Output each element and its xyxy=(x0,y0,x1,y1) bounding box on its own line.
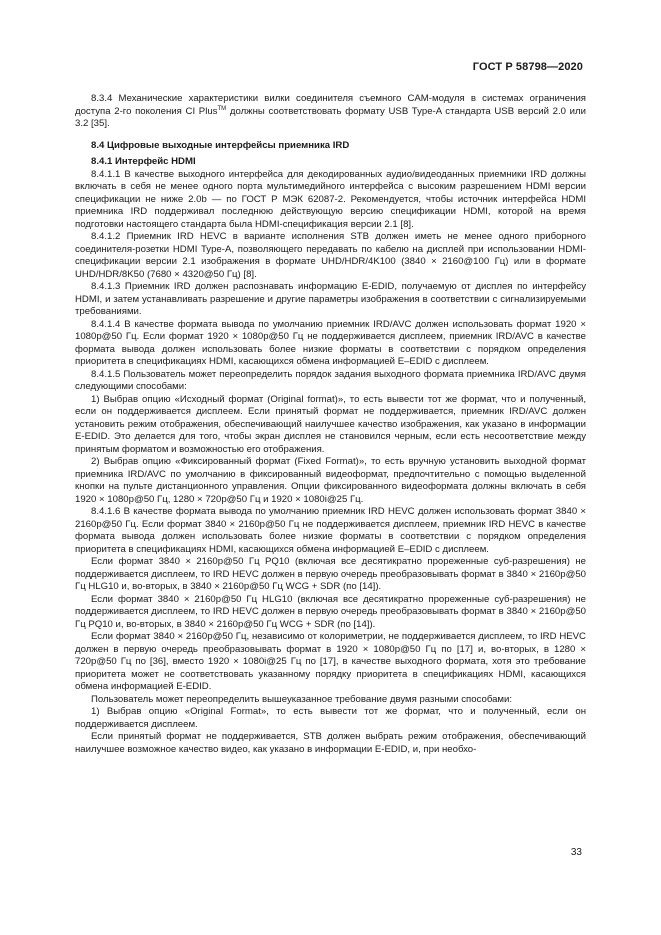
paragraph: 8.4.1.3 Приемник IRD должен распознавать информацию E-EDID, получаемую от дисплея по интерфейсу HDMI, и затем устанавливать разрешение и другие параметры изображения в соответствии с сигнализируемыми требованиями. xyxy=(75,281,586,317)
paragraph: 1) Выбрав опцию «Исходный формат (Original format)», то есть вывести тот же формат, что и полученный, если он поддерживается дисплеем. Если принятый формат не поддерживается, приемник IRD/AVC должен установить режим отображения, обеспечивающий наилучшее качество изображения, как указано в информации E-EDID. Это делается для того, чтобы экран дисплея не становился черным, если есть несоответствие между принятым форматом и возможностью его отображения. xyxy=(75,393,586,455)
standard-number: ГОСТ Р 58798—2020 xyxy=(472,61,583,73)
paragraph: Пользователь может переопределить вышеуказанное требование двумя разными способами: xyxy=(91,693,513,705)
paragraph: Если формат 3840 × 2160p@50 Гц, независимо от колориметрии, не поддерживается дисплеем, то IRD HEVC должен в первую очередь преобразовывать формат в 1920 × 1080p@50 Гц по [17] и, во-вторых, в 1280 × 720p@50 Гц по [36], вместо 1920 × 1080i@25 Гц по [17], в качестве выходного формата, хотя это требование приоритета может не соответствовать указанному порядку приоритета в спецификациях HDMI, касающихся обмена информацией E-EDID. xyxy=(75,631,586,692)
paragraph-8-3-4: 8.3.4 Механические характеристики вилки соединителя съемного CAM-модуля в системах ограничения доступа 2-го поколения CI Plus™ должны соответствовать формату USB Type-A стандарта USB версий 2.0 или 3.2 [35]. xyxy=(75,93,586,129)
paragraph: 8.4.1.6 В качестве формата вывода по умолчанию приемник IRD HEVC должен использовать формат 3840 × 2160p@50 Гц. Если формат 3840 × 2160p@50 Гц не поддерживается дисплеем, приемник IRD HEVC в качестве формата вывода должен использовать более низкие форматы в соответствии с порядком определения приоритета в спецификациях HDMI, касающихся обмена информацией E–EDID с дисплеем. xyxy=(75,506,586,555)
paragraph: Если принятый формат не поддерживается, STB должен выбрать режим отображения, обеспечивающий наилучшее возможное качество видео, как указано в информации E-EDID, и, при необхо- xyxy=(75,731,586,755)
page-number: 33 xyxy=(570,847,582,858)
section-heading-8-4: 8.4 Цифровые выходные интерфейсы приемника IRD xyxy=(91,139,350,151)
paragraph: Если формат 3840 × 2160p@50 Гц PQ10 (включая все десятикратно прореженные суб-разрешения) не поддерживается дисплеем, то IRD HEVC должен в первую очередь преобразовывать формат в 3840 × 2160p@50 Гц HLG10 и, во-вторых, в 3840 × 2160p@50 Гц WCG + SDR (по [14]). xyxy=(75,556,586,592)
paragraph: 8.4.1.5 Пользователь может переопределить порядок задания выходного формата приемника IRD/AVC двумя следующими способами: xyxy=(75,368,586,392)
document-body xyxy=(75,93,586,756)
paragraph: 8.4.1.4 В качестве формата вывода по умолчанию приемник IRD/AVC должен использовать формат 1920 × 1080p@50 Гц. Если формат 1920 × 1080p@50 Гц не поддерживается дисплеем, приемник IRD/AVC в качестве формата вывода должен использовать более низкие форматы в соответствии с порядком определения приоритета в спецификациях HDMI, касающихся обмена информацией E–EDID с дисплеем. xyxy=(75,318,586,367)
subsection-heading-8-4-1: 8.4.1 Интерфейс HDMI xyxy=(91,156,196,167)
paragraph: 8.4.1.1 В качестве выходного интерфейса для декодированных аудио/видеоданных приемники IRD должны включать в себя не менее одного порта мультимедийного интерфейса с высоким разрешением HDMI версии спецификации не ниже 2.0b — по ГОСТ Р МЭК 62087-2. Рекомендуется, чтобы источник интерфейса HDMI приемника IRD поддерживал последнюю действующую версию спецификации HDMI, которой на время подготовки настоящего стандарта была HDMI-спецификация версии 2.1 [8]. xyxy=(75,168,586,230)
paragraph: Если формат 3840 × 2160p@50 Гц HLG10 (включая все десятикратно прореженные суб-разрешения) не поддерживается дисплеем, то IRD HEVC должен в первую очередь преобразовывать формат в 3840 × 2160p@50 Гц PQ10 и, во-вторых, в 3840 × 2160p@50 Гц WCG + SDR (по [14]). xyxy=(75,593,586,630)
paragraph: 8.4.1.2 Приемник IRD HEVC в варианте исполнения STB должен иметь не менее одного приборного соединителя-розетки HDMI Type-A, позволяющего передавать по кабелю на дисплей при использовании HDMI-спецификации версии 2.1 изображения в формате UHD/HDR/4K100 (3840 × 2160@100 Гц) или в формате UHD/HDR/8K50 (7680 × 4320@50 Гц) [8]. xyxy=(75,231,586,280)
paragraph: 1) Выбрав опцию «Original Format», то есть вывести тот же формат, что и полученный, если он поддерживается дисплеем. xyxy=(75,706,586,730)
trademark-superscript: TM xyxy=(217,105,227,112)
paragraph: 2) Выбрав опцию «Фиксированный формат (Fixed Format)», то есть вручную установить выходной формат приемника IRD/AVC по умолчанию в фиксированный видеоформат, предпочтительно с помощью выделенной кнопки на пульте дистанционного управления. Опции фиксированного видеоформата должны включать в себя 1920 × 1080p@50 Гц, 1280 × 720p@50 Гц и 1920 × 1080i@25 Гц. xyxy=(75,456,586,505)
